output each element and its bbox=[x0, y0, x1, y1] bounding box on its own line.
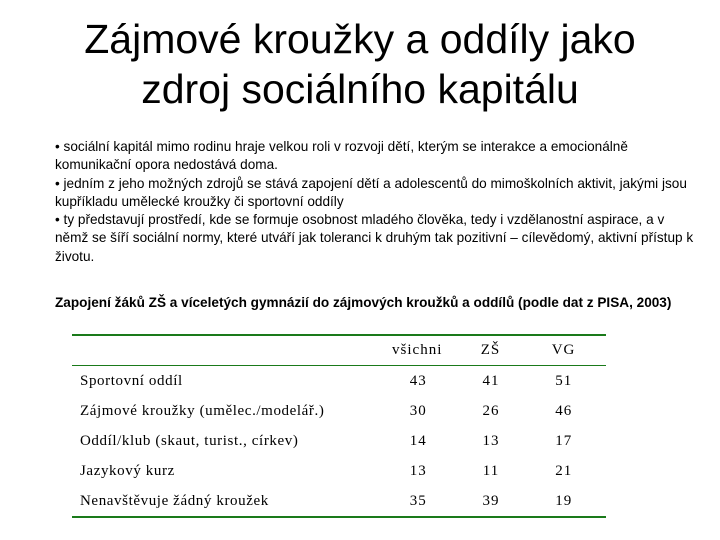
slide-title bbox=[20, 14, 700, 114]
cell-all: 14 bbox=[409, 432, 427, 449]
row-label: Oddíl/klub (skaut, turist., církev) bbox=[80, 432, 299, 449]
bullet-item: • ty představují prostředí, kde se formuje osobnost mladého člověka, tedy i vzdělanostní aspirace, a v němž se šíří sociální normy, které utváří jak toleranci k druhým tak pozitivní – cílevědomý, aktivní přístup k životu. bbox=[55, 212, 694, 264]
cell-all: 43 bbox=[409, 372, 427, 389]
table-row bbox=[72, 426, 606, 456]
cell-zs: 41 bbox=[482, 372, 500, 389]
header-cell-vg: VG bbox=[551, 341, 576, 358]
table-header-row bbox=[72, 336, 606, 364]
data-table-body bbox=[72, 366, 606, 516]
cell-zs: 39 bbox=[482, 492, 500, 509]
cell-zs: 13 bbox=[482, 432, 500, 449]
table-row bbox=[72, 486, 606, 516]
bullet-item: • jedním z jeho možných zdrojů se stává zapojení dětí a adolescentů do mimoškolních aktivit, jakými jsou kupříkladu umělecké kroužky či sportovní oddíly bbox=[55, 175, 687, 209]
title-line-1: Zájmové kroužky a oddíly jako bbox=[84, 16, 636, 62]
bullet-item: • sociální kapitál mimo rodinu hraje velkou roli v rozvoji dětí, kterým se interakce a emocionálně komunikační opora nedostává doma. bbox=[55, 139, 628, 173]
cell-vg: 19 bbox=[555, 492, 573, 509]
cell-all: 30 bbox=[409, 402, 427, 419]
header-cell-zs: ZŠ bbox=[480, 341, 501, 358]
title-line-2: zdroj sociálního kapitálu bbox=[141, 66, 579, 112]
table-row bbox=[72, 456, 606, 486]
row-label: Jazykový kurz bbox=[80, 462, 175, 479]
cell-vg: 51 bbox=[555, 372, 573, 389]
row-label: Zájmové kroužky (umělec./modelář.) bbox=[80, 402, 325, 419]
row-label: Sportovní oddíl bbox=[80, 372, 183, 389]
header-cell-all: všichni bbox=[392, 341, 443, 358]
table-caption: Zapojení žáků ZŠ a víceletých gymnázií do zájmových kroužků a oddílů (podle dat z PISA, 2003) bbox=[55, 295, 672, 310]
cell-vg: 21 bbox=[555, 462, 573, 479]
table-row bbox=[72, 396, 606, 426]
data-table-container bbox=[72, 334, 606, 518]
cell-zs: 26 bbox=[482, 402, 500, 419]
cell-vg: 46 bbox=[555, 402, 573, 419]
data-table bbox=[72, 336, 606, 364]
header-cell-label bbox=[72, 336, 375, 364]
table-row bbox=[72, 366, 606, 396]
bullet-list bbox=[55, 138, 695, 266]
cell-all: 13 bbox=[409, 462, 427, 479]
row-label: Nenavštěvuje žádný kroužek bbox=[80, 492, 269, 509]
cell-all: 35 bbox=[409, 492, 427, 509]
cell-zs: 11 bbox=[482, 462, 500, 479]
cell-vg: 17 bbox=[555, 432, 573, 449]
bottom-rule bbox=[72, 516, 606, 518]
